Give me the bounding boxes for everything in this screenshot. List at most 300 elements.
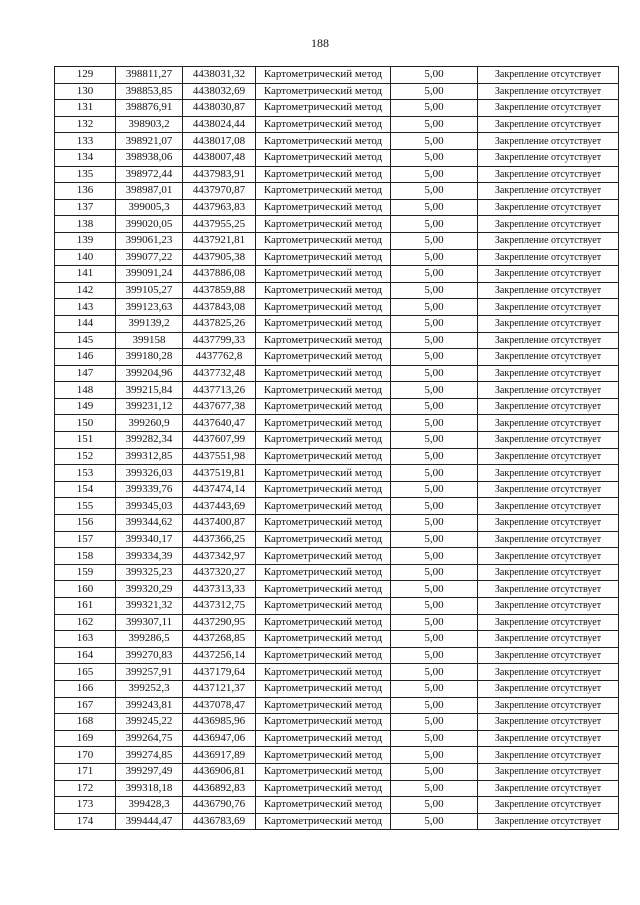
method-cell: Картометрический метод xyxy=(256,149,391,166)
method-cell: Картометрический метод xyxy=(256,564,391,581)
fixation-cell: Закрепление отсутствует xyxy=(478,299,619,316)
method-cell: Картометрический метод xyxy=(256,116,391,133)
fixation-cell: Закрепление отсутствует xyxy=(478,332,619,349)
table-row xyxy=(55,498,619,515)
table-row xyxy=(55,133,619,150)
accuracy-cell: 5,00 xyxy=(391,697,478,714)
point-number-cell: 154 xyxy=(55,481,116,498)
x-coordinate-cell: 399204,96 xyxy=(116,365,183,382)
y-coordinate-cell: 4437342,97 xyxy=(183,548,256,565)
table-row xyxy=(55,432,619,449)
x-coordinate-cell: 399091,24 xyxy=(116,266,183,283)
y-coordinate-cell: 4437320,27 xyxy=(183,564,256,581)
method-cell: Картометрический метод xyxy=(256,365,391,382)
accuracy-cell: 5,00 xyxy=(391,149,478,166)
point-number-cell: 161 xyxy=(55,598,116,615)
x-coordinate-cell: 399444,47 xyxy=(116,813,183,830)
x-coordinate-cell: 399105,27 xyxy=(116,282,183,299)
table-row xyxy=(55,249,619,266)
point-number-cell: 149 xyxy=(55,398,116,415)
x-coordinate-cell: 399320,29 xyxy=(116,581,183,598)
y-coordinate-cell: 4436790,76 xyxy=(183,797,256,814)
method-cell: Картометрический метод xyxy=(256,780,391,797)
table-row xyxy=(55,531,619,548)
point-number-cell: 170 xyxy=(55,747,116,764)
method-cell: Картометрический метод xyxy=(256,398,391,415)
y-coordinate-cell: 4436947,06 xyxy=(183,730,256,747)
x-coordinate-cell: 399005,3 xyxy=(116,199,183,216)
table-row xyxy=(55,100,619,117)
fixation-cell: Закрепление отсутствует xyxy=(478,183,619,200)
accuracy-cell: 5,00 xyxy=(391,199,478,216)
x-coordinate-cell: 399180,28 xyxy=(116,349,183,366)
fixation-cell: Закрепление отсутствует xyxy=(478,465,619,482)
x-coordinate-cell: 399345,03 xyxy=(116,498,183,515)
x-coordinate-cell: 399077,22 xyxy=(116,249,183,266)
method-cell: Картометрический метод xyxy=(256,680,391,697)
fixation-cell: Закрепление отсутствует xyxy=(478,232,619,249)
table-row xyxy=(55,763,619,780)
x-coordinate-cell: 399215,84 xyxy=(116,382,183,399)
fixation-cell: Закрепление отсутствует xyxy=(478,581,619,598)
method-cell: Картометрический метод xyxy=(256,548,391,565)
table-row xyxy=(55,714,619,731)
method-cell: Картометрический метод xyxy=(256,465,391,482)
method-cell: Картометрический метод xyxy=(256,515,391,532)
x-coordinate-cell: 399061,23 xyxy=(116,232,183,249)
point-number-cell: 131 xyxy=(55,100,116,117)
fixation-cell: Закрепление отсутствует xyxy=(478,365,619,382)
fixation-cell: Закрепление отсутствует xyxy=(478,83,619,100)
method-cell: Картометрический метод xyxy=(256,747,391,764)
fixation-cell: Закрепление отсутствует xyxy=(478,199,619,216)
accuracy-cell: 5,00 xyxy=(391,299,478,316)
fixation-cell: Закрепление отсутствует xyxy=(478,382,619,399)
point-number-cell: 172 xyxy=(55,780,116,797)
x-coordinate-cell: 399334,39 xyxy=(116,548,183,565)
accuracy-cell: 5,00 xyxy=(391,548,478,565)
y-coordinate-cell: 4438017,08 xyxy=(183,133,256,150)
method-cell: Картометрический метод xyxy=(256,813,391,830)
table-row xyxy=(55,232,619,249)
method-cell: Картометрический метод xyxy=(256,432,391,449)
table-row xyxy=(55,415,619,432)
y-coordinate-cell: 4437825,26 xyxy=(183,315,256,332)
point-number-cell: 169 xyxy=(55,730,116,747)
y-coordinate-cell: 4437983,91 xyxy=(183,166,256,183)
accuracy-cell: 5,00 xyxy=(391,232,478,249)
accuracy-cell: 5,00 xyxy=(391,647,478,664)
method-cell: Картометрический метод xyxy=(256,199,391,216)
method-cell: Картометрический метод xyxy=(256,631,391,648)
point-number-cell: 133 xyxy=(55,133,116,150)
fixation-cell: Закрепление отсутствует xyxy=(478,432,619,449)
y-coordinate-cell: 4437551,98 xyxy=(183,448,256,465)
accuracy-cell: 5,00 xyxy=(391,266,478,283)
table-row xyxy=(55,149,619,166)
accuracy-cell: 5,00 xyxy=(391,448,478,465)
fixation-cell: Закрепление отсутствует xyxy=(478,481,619,498)
fixation-cell: Закрепление отсутствует xyxy=(478,631,619,648)
point-number-cell: 152 xyxy=(55,448,116,465)
accuracy-cell: 5,00 xyxy=(391,515,478,532)
fixation-cell: Закрепление отсутствует xyxy=(478,763,619,780)
accuracy-cell: 5,00 xyxy=(391,315,478,332)
accuracy-cell: 5,00 xyxy=(391,730,478,747)
method-cell: Картометрический метод xyxy=(256,133,391,150)
x-coordinate-cell: 399339,76 xyxy=(116,481,183,498)
y-coordinate-cell: 4437859,88 xyxy=(183,282,256,299)
table-row xyxy=(55,282,619,299)
point-number-cell: 158 xyxy=(55,548,116,565)
point-number-cell: 159 xyxy=(55,564,116,581)
table-row xyxy=(55,299,619,316)
table-row xyxy=(55,67,619,84)
table-row xyxy=(55,564,619,581)
accuracy-cell: 5,00 xyxy=(391,465,478,482)
method-cell: Картометрический метод xyxy=(256,448,391,465)
y-coordinate-cell: 4436906,81 xyxy=(183,763,256,780)
x-coordinate-cell: 398987,01 xyxy=(116,183,183,200)
fixation-cell: Закрепление отсутствует xyxy=(478,249,619,266)
point-number-cell: 153 xyxy=(55,465,116,482)
table-row xyxy=(55,365,619,382)
table-row xyxy=(55,680,619,697)
table-row xyxy=(55,481,619,498)
point-number-cell: 147 xyxy=(55,365,116,382)
point-number-cell: 138 xyxy=(55,216,116,233)
point-number-cell: 155 xyxy=(55,498,116,515)
x-coordinate-cell: 399139,2 xyxy=(116,315,183,332)
y-coordinate-cell: 4437905,38 xyxy=(183,249,256,266)
accuracy-cell: 5,00 xyxy=(391,100,478,117)
point-number-cell: 142 xyxy=(55,282,116,299)
method-cell: Картометрический метод xyxy=(256,249,391,266)
table-row xyxy=(55,266,619,283)
fixation-cell: Закрепление отсутствует xyxy=(478,614,619,631)
accuracy-cell: 5,00 xyxy=(391,763,478,780)
point-number-cell: 136 xyxy=(55,183,116,200)
x-coordinate-cell: 399260,9 xyxy=(116,415,183,432)
x-coordinate-cell: 399252,3 xyxy=(116,680,183,697)
y-coordinate-cell: 4437443,69 xyxy=(183,498,256,515)
fixation-cell: Закрепление отсутствует xyxy=(478,448,619,465)
fixation-cell: Закрепление отсутствует xyxy=(478,598,619,615)
y-coordinate-cell: 4437963,83 xyxy=(183,199,256,216)
accuracy-cell: 5,00 xyxy=(391,481,478,498)
fixation-cell: Закрепление отсутствует xyxy=(478,415,619,432)
method-cell: Картометрический метод xyxy=(256,332,391,349)
y-coordinate-cell: 4437843,08 xyxy=(183,299,256,316)
method-cell: Картометрический метод xyxy=(256,83,391,100)
point-number-cell: 141 xyxy=(55,266,116,283)
fixation-cell: Закрепление отсутствует xyxy=(478,813,619,830)
fixation-cell: Закрепление отсутствует xyxy=(478,67,619,84)
x-coordinate-cell: 399340,17 xyxy=(116,531,183,548)
accuracy-cell: 5,00 xyxy=(391,664,478,681)
accuracy-cell: 5,00 xyxy=(391,133,478,150)
x-coordinate-cell: 399307,11 xyxy=(116,614,183,631)
fixation-cell: Закрепление отсутствует xyxy=(478,349,619,366)
fixation-cell: Закрепление отсутствует xyxy=(478,116,619,133)
fixation-cell: Закрепление отсутствует xyxy=(478,515,619,532)
y-coordinate-cell: 4436892,83 xyxy=(183,780,256,797)
method-cell: Картометрический метод xyxy=(256,797,391,814)
method-cell: Картометрический метод xyxy=(256,183,391,200)
accuracy-cell: 5,00 xyxy=(391,432,478,449)
y-coordinate-cell: 4437474,14 xyxy=(183,481,256,498)
y-coordinate-cell: 4437078,47 xyxy=(183,697,256,714)
x-coordinate-cell: 398972,44 xyxy=(116,166,183,183)
accuracy-cell: 5,00 xyxy=(391,714,478,731)
x-coordinate-cell: 399264,75 xyxy=(116,730,183,747)
point-number-cell: 171 xyxy=(55,763,116,780)
accuracy-cell: 5,00 xyxy=(391,282,478,299)
method-cell: Картометрический метод xyxy=(256,481,391,498)
method-cell: Картометрический метод xyxy=(256,614,391,631)
point-number-cell: 137 xyxy=(55,199,116,216)
x-coordinate-cell: 399270,83 xyxy=(116,647,183,664)
accuracy-cell: 5,00 xyxy=(391,349,478,366)
x-coordinate-cell: 399286,5 xyxy=(116,631,183,648)
point-number-cell: 167 xyxy=(55,697,116,714)
method-cell: Картометрический метод xyxy=(256,166,391,183)
x-coordinate-cell: 399282,34 xyxy=(116,432,183,449)
y-coordinate-cell: 4437607,99 xyxy=(183,432,256,449)
y-coordinate-cell: 4437290,95 xyxy=(183,614,256,631)
y-coordinate-cell: 4438030,87 xyxy=(183,100,256,117)
accuracy-cell: 5,00 xyxy=(391,680,478,697)
point-number-cell: 145 xyxy=(55,332,116,349)
method-cell: Картометрический метод xyxy=(256,730,391,747)
y-coordinate-cell: 4437677,38 xyxy=(183,398,256,415)
y-coordinate-cell: 4437366,25 xyxy=(183,531,256,548)
method-cell: Картометрический метод xyxy=(256,763,391,780)
table-row xyxy=(55,382,619,399)
method-cell: Картометрический метод xyxy=(256,664,391,681)
table-row xyxy=(55,664,619,681)
x-coordinate-cell: 398853,85 xyxy=(116,83,183,100)
point-number-cell: 139 xyxy=(55,232,116,249)
y-coordinate-cell: 4437640,47 xyxy=(183,415,256,432)
y-coordinate-cell: 4438007,48 xyxy=(183,149,256,166)
y-coordinate-cell: 4436783,69 xyxy=(183,813,256,830)
method-cell: Картометрический метод xyxy=(256,697,391,714)
table-row xyxy=(55,697,619,714)
table-row xyxy=(55,116,619,133)
y-coordinate-cell: 4436985,96 xyxy=(183,714,256,731)
accuracy-cell: 5,00 xyxy=(391,531,478,548)
table-row xyxy=(55,780,619,797)
x-coordinate-cell: 399325,23 xyxy=(116,564,183,581)
fixation-cell: Закрепление отсутствует xyxy=(478,216,619,233)
table-row xyxy=(55,515,619,532)
method-cell: Картометрический метод xyxy=(256,415,391,432)
y-coordinate-cell: 4436917,89 xyxy=(183,747,256,764)
accuracy-cell: 5,00 xyxy=(391,116,478,133)
fixation-cell: Закрепление отсутствует xyxy=(478,398,619,415)
fixation-cell: Закрепление отсутствует xyxy=(478,149,619,166)
point-number-cell: 163 xyxy=(55,631,116,648)
table-row xyxy=(55,398,619,415)
method-cell: Картометрический метод xyxy=(256,216,391,233)
x-coordinate-cell: 399257,91 xyxy=(116,664,183,681)
method-cell: Картометрический метод xyxy=(256,598,391,615)
method-cell: Картометрический метод xyxy=(256,581,391,598)
accuracy-cell: 5,00 xyxy=(391,183,478,200)
y-coordinate-cell: 4437121,37 xyxy=(183,680,256,697)
fixation-cell: Закрепление отсутствует xyxy=(478,680,619,697)
fixation-cell: Закрепление отсутствует xyxy=(478,780,619,797)
fixation-cell: Закрепление отсутствует xyxy=(478,100,619,117)
point-number-cell: 174 xyxy=(55,813,116,830)
x-coordinate-cell: 399344,62 xyxy=(116,515,183,532)
fixation-cell: Закрепление отсутствует xyxy=(478,647,619,664)
point-number-cell: 148 xyxy=(55,382,116,399)
x-coordinate-cell: 398938,06 xyxy=(116,149,183,166)
point-number-cell: 140 xyxy=(55,249,116,266)
fixation-cell: Закрепление отсутствует xyxy=(478,166,619,183)
point-number-cell: 144 xyxy=(55,315,116,332)
accuracy-cell: 5,00 xyxy=(391,598,478,615)
y-coordinate-cell: 4438024,44 xyxy=(183,116,256,133)
y-coordinate-cell: 4437955,25 xyxy=(183,216,256,233)
accuracy-cell: 5,00 xyxy=(391,332,478,349)
point-number-cell: 173 xyxy=(55,797,116,814)
fixation-cell: Закрепление отсутствует xyxy=(478,133,619,150)
y-coordinate-cell: 4437799,33 xyxy=(183,332,256,349)
point-number-cell: 150 xyxy=(55,415,116,432)
table-row xyxy=(55,797,619,814)
fixation-cell: Закрепление отсутствует xyxy=(478,797,619,814)
accuracy-cell: 5,00 xyxy=(391,415,478,432)
method-cell: Картометрический метод xyxy=(256,714,391,731)
fixation-cell: Закрепление отсутствует xyxy=(478,564,619,581)
method-cell: Картометрический метод xyxy=(256,315,391,332)
y-coordinate-cell: 4437713,26 xyxy=(183,382,256,399)
table-row xyxy=(55,332,619,349)
point-number-cell: 143 xyxy=(55,299,116,316)
method-cell: Картометрический метод xyxy=(256,100,391,117)
y-coordinate-cell: 4438032,69 xyxy=(183,83,256,100)
x-coordinate-cell: 399020,05 xyxy=(116,216,183,233)
point-number-cell: 130 xyxy=(55,83,116,100)
table-row xyxy=(55,647,619,664)
fixation-cell: Закрепление отсутствует xyxy=(478,498,619,515)
x-coordinate-cell: 399245,22 xyxy=(116,714,183,731)
point-number-cell: 156 xyxy=(55,515,116,532)
point-number-cell: 157 xyxy=(55,531,116,548)
table-row xyxy=(55,349,619,366)
table-row xyxy=(55,614,619,631)
point-number-cell: 146 xyxy=(55,349,116,366)
x-coordinate-cell: 399297,49 xyxy=(116,763,183,780)
fixation-cell: Закрепление отсутствует xyxy=(478,315,619,332)
point-number-cell: 132 xyxy=(55,116,116,133)
table-row xyxy=(55,747,619,764)
table-row xyxy=(55,631,619,648)
page-number: 188 xyxy=(311,36,329,50)
accuracy-cell: 5,00 xyxy=(391,797,478,814)
fixation-cell: Закрепление отсутствует xyxy=(478,664,619,681)
x-coordinate-cell: 398921,07 xyxy=(116,133,183,150)
table-row xyxy=(55,83,619,100)
fixation-cell: Закрепление отсутствует xyxy=(478,531,619,548)
point-number-cell: 165 xyxy=(55,664,116,681)
fixation-cell: Закрепление отсутствует xyxy=(478,282,619,299)
y-coordinate-cell: 4437179,64 xyxy=(183,664,256,681)
table-body xyxy=(55,67,619,830)
coordinates-table xyxy=(54,66,619,830)
point-number-cell: 151 xyxy=(55,432,116,449)
y-coordinate-cell: 4437519,81 xyxy=(183,465,256,482)
accuracy-cell: 5,00 xyxy=(391,398,478,415)
table-row xyxy=(55,216,619,233)
x-coordinate-cell: 399231,12 xyxy=(116,398,183,415)
accuracy-cell: 5,00 xyxy=(391,83,478,100)
y-coordinate-cell: 4437312,75 xyxy=(183,598,256,615)
x-coordinate-cell: 399158 xyxy=(116,332,183,349)
x-coordinate-cell: 399243,81 xyxy=(116,697,183,714)
method-cell: Картометрический метод xyxy=(256,266,391,283)
accuracy-cell: 5,00 xyxy=(391,249,478,266)
fixation-cell: Закрепление отсутствует xyxy=(478,714,619,731)
y-coordinate-cell: 4437886,08 xyxy=(183,266,256,283)
x-coordinate-cell: 399428,3 xyxy=(116,797,183,814)
method-cell: Картометрический метод xyxy=(256,232,391,249)
accuracy-cell: 5,00 xyxy=(391,382,478,399)
table-row xyxy=(55,166,619,183)
y-coordinate-cell: 4437970,87 xyxy=(183,183,256,200)
y-coordinate-cell: 4437921,81 xyxy=(183,232,256,249)
x-coordinate-cell: 399274,85 xyxy=(116,747,183,764)
accuracy-cell: 5,00 xyxy=(391,67,478,84)
point-number-cell: 166 xyxy=(55,680,116,697)
y-coordinate-cell: 4437313,33 xyxy=(183,581,256,598)
accuracy-cell: 5,00 xyxy=(391,747,478,764)
fixation-cell: Закрепление отсутствует xyxy=(478,730,619,747)
table-row xyxy=(55,465,619,482)
y-coordinate-cell: 4437762,8 xyxy=(183,349,256,366)
point-number-cell: 135 xyxy=(55,166,116,183)
accuracy-cell: 5,00 xyxy=(391,631,478,648)
point-number-cell: 164 xyxy=(55,647,116,664)
point-number-cell: 162 xyxy=(55,614,116,631)
method-cell: Картометрический метод xyxy=(256,282,391,299)
method-cell: Картометрический метод xyxy=(256,647,391,664)
y-coordinate-cell: 4437732,48 xyxy=(183,365,256,382)
accuracy-cell: 5,00 xyxy=(391,813,478,830)
table-row xyxy=(55,199,619,216)
x-coordinate-cell: 399318,18 xyxy=(116,780,183,797)
point-number-cell: 160 xyxy=(55,581,116,598)
x-coordinate-cell: 399321,32 xyxy=(116,598,183,615)
accuracy-cell: 5,00 xyxy=(391,166,478,183)
y-coordinate-cell: 4438031,32 xyxy=(183,67,256,84)
point-number-cell: 129 xyxy=(55,67,116,84)
method-cell: Картометрический метод xyxy=(256,531,391,548)
y-coordinate-cell: 4437400,87 xyxy=(183,515,256,532)
point-number-cell: 134 xyxy=(55,149,116,166)
method-cell: Картометрический метод xyxy=(256,382,391,399)
y-coordinate-cell: 4437256,14 xyxy=(183,647,256,664)
fixation-cell: Закрепление отсутствует xyxy=(478,697,619,714)
y-coordinate-cell: 4437268,85 xyxy=(183,631,256,648)
accuracy-cell: 5,00 xyxy=(391,498,478,515)
table-row xyxy=(55,448,619,465)
fixation-cell: Закрепление отсутствует xyxy=(478,548,619,565)
method-cell: Картометрический метод xyxy=(256,498,391,515)
